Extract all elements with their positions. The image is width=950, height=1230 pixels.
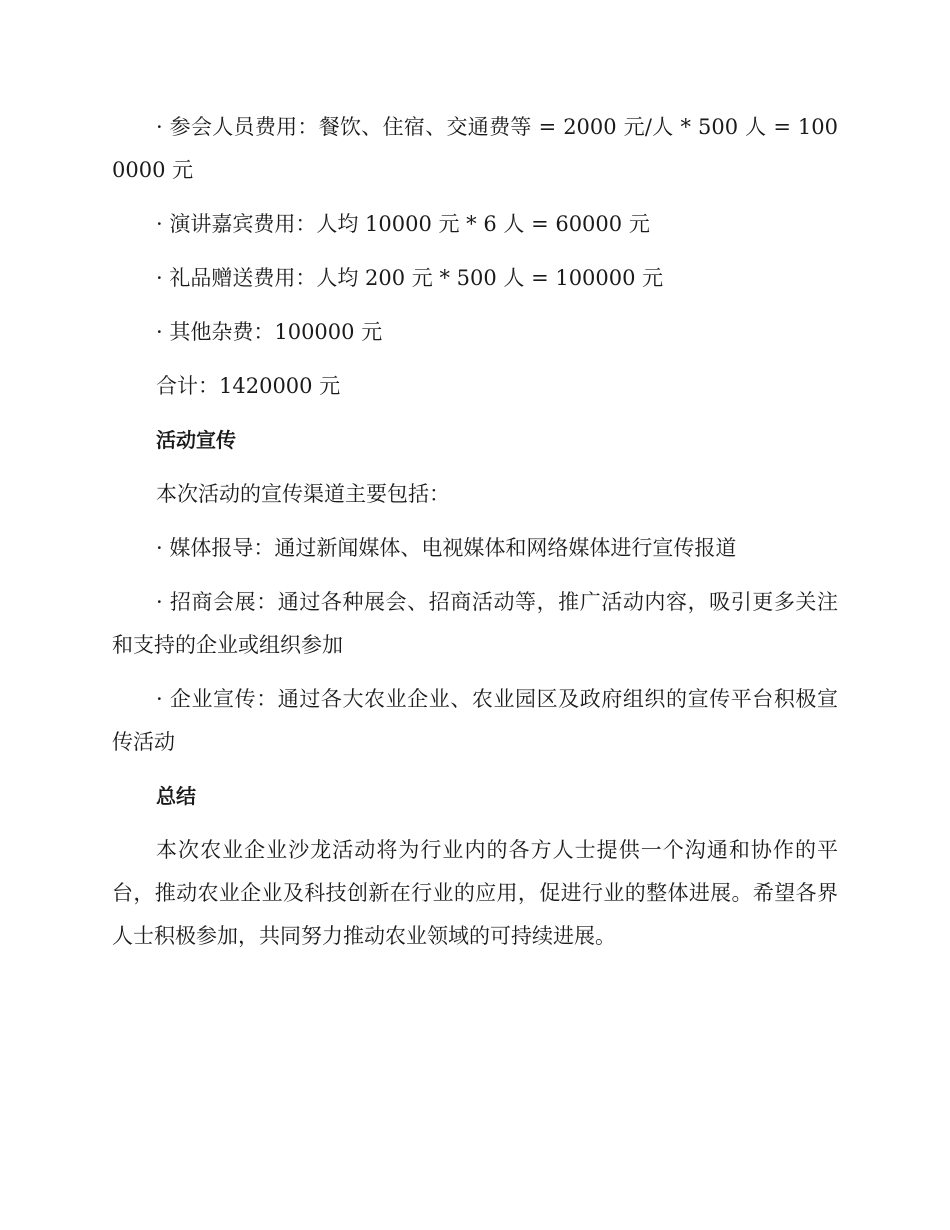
promotion-item-enterprise: · 企业宣传：通过各大农业企业、农业园区及政府组织的宣传平台积极宣传活动 [112,687,838,754]
budget-item-misc-cost: · 其他杂费：100000 元 [156,320,383,344]
budget-total: 合计：1420000 元 [156,374,341,398]
summary-heading: 总结 [156,784,196,808]
summary-body: 本次农业企业沙龙活动将为行业内的各方人士提供一个沟通和协作的平台，推动农业企业及科技创新在行业的应用，促进行业的整体进展。希望各界人士积极参加，共同努力推动农业领域的可持续进展。 [112,838,838,948]
promotion-item-media: · 媒体报导：通过新闻媒体、电视媒体和网络媒体进行宣传报道 [156,536,737,560]
document-page [112,106,838,969]
budget-item-attendee-cost: · 参会人员费用：餐饮、住宿、交通费等 = 2000 元/人 * 500 人 = 1000000 元 [112,115,838,182]
promotion-intro: 本次活动的宣传渠道主要包括： [156,482,450,506]
budget-item-gift-cost: · 礼品赠送费用：人均 200 元 * 500 人 = 100000 元 [156,266,664,290]
promotion-heading: 活动宣传 [156,428,236,452]
promotion-item-expo: · 招商会展：通过各种展会、招商活动等，推广活动内容，吸引更多关注和支持的企业或组织参加 [112,590,838,657]
budget-item-speaker-cost: · 演讲嘉宾费用：人均 10000 元 * 6 人 = 60000 元 [156,212,650,236]
